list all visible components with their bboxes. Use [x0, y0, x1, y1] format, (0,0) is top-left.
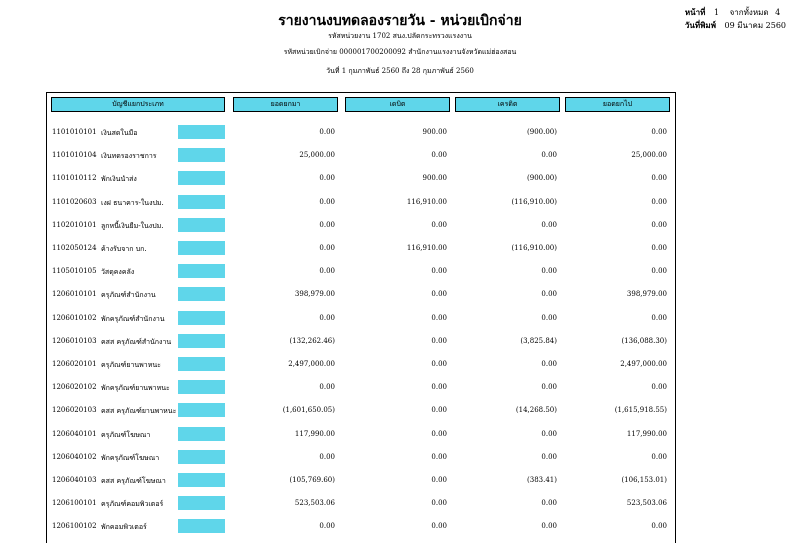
name-cell-highlight: [178, 287, 225, 301]
account-code: 1206020103: [52, 406, 97, 415]
debit-amount: 0.00: [431, 267, 447, 276]
account-name: คสส ครุภัณฑ์ยานพาหนะ: [101, 407, 177, 416]
account-code: 1206010102: [52, 313, 97, 322]
page-label: หน้าที่: [684, 7, 706, 17]
credit-amount: 0.00: [541, 360, 557, 368]
debit-amount: 116,910.00: [406, 244, 447, 252]
account-code: 1206040103: [52, 476, 97, 484]
name-cell-highlight: [178, 380, 225, 394]
table-row: [47, 170, 675, 186]
debit-amount: 0.00: [431, 220, 447, 229]
credit-amount: (383.41): [527, 476, 557, 484]
closing-balance: 0.00: [651, 267, 667, 276]
table-row: [47, 286, 675, 302]
debit-amount: 0.00: [431, 313, 447, 322]
table-row: [47, 426, 675, 442]
total-pages: 4: [775, 8, 781, 17]
table-row: [47, 518, 675, 534]
credit-amount: (900.00): [527, 174, 557, 183]
table-row: [47, 240, 675, 256]
name-cell-highlight: [178, 311, 225, 325]
name-cell-highlight: [178, 218, 225, 232]
closing-balance: 0.00: [651, 383, 667, 392]
account-name: ครุภัณฑ์โฆษณา: [101, 430, 151, 439]
debit-amount: 0.00: [431, 429, 447, 438]
closing-balance: 25,000.00: [631, 151, 667, 160]
credit-amount: (3,825.84): [520, 336, 557, 345]
table-row: [47, 263, 675, 279]
debit-amount: 0.00: [431, 406, 447, 415]
agency-line: รหัสหน่วยงาน 1702 สนง.ปลัดกระทรวงแรงงาน: [328, 32, 472, 40]
page-number: 1: [713, 8, 720, 17]
debit-amount: 0.00: [431, 383, 447, 392]
account-name: พักครุภัณฑ์สำนักงาน: [101, 314, 165, 323]
name-cell-highlight: [178, 450, 225, 464]
account-name: ค้างรับจาก บก.: [101, 245, 147, 253]
table-row: [47, 333, 675, 349]
account-name: เงินทดรองราชการ: [101, 152, 157, 161]
credit-amount: 0.00: [541, 267, 557, 276]
credit-amount: (116,910.00): [511, 244, 557, 252]
credit-amount: (900.00): [527, 128, 557, 136]
closing-balance: 0.00: [651, 174, 667, 183]
account-name: พักคอมพิวเตอร์: [101, 523, 147, 532]
closing-balance: (136,088.30): [621, 336, 667, 345]
account-code: 1206100101: [52, 499, 97, 508]
closing-balance: 2,497,000.00: [620, 360, 667, 368]
table-row: [47, 449, 675, 465]
closing-balance: 0.00: [651, 220, 667, 229]
table-row: [47, 472, 675, 488]
date-range-line: วันที่ 1 กุมภาพันธ์ 2560 ถึง 28 กุมภาพันธ์ 2560: [326, 67, 474, 75]
opening-balance: 0.00: [319, 267, 335, 276]
debit-amount: 0.00: [431, 499, 447, 508]
closing-balance: 398,979.00: [626, 290, 667, 299]
account-code: 1206010103: [52, 336, 97, 345]
account-code: 1206010101: [52, 290, 97, 299]
table-row: [47, 124, 675, 140]
account-code: 1206020101: [52, 360, 97, 368]
account-name: พักครุภัณฑ์โฆษณา: [101, 453, 160, 462]
account-code: 1206020102: [52, 383, 97, 392]
account-code: 1101010112: [52, 174, 97, 183]
name-cell-highlight: [178, 403, 225, 417]
table-row: [47, 194, 675, 210]
name-cell-highlight: [178, 264, 225, 278]
name-cell-highlight: [178, 334, 225, 348]
account-code: 1102010101: [52, 220, 97, 229]
debit-amount: 0.00: [431, 476, 447, 484]
page-info: [685, 6, 786, 32]
account-name: ครุภัณฑ์คอมพิวเตอร์: [101, 500, 164, 509]
opening-balance: 398,979.00: [294, 290, 335, 299]
name-cell-highlight: [178, 195, 225, 209]
table-row: [47, 402, 675, 418]
opening-balance: 25,000.00: [299, 151, 335, 160]
column-header-closing: ยอดยกไป: [565, 97, 670, 112]
table-row: [47, 379, 675, 395]
trial-balance-table: [46, 92, 676, 543]
opening-balance: (105,769.60): [289, 476, 335, 484]
credit-amount: 0.00: [541, 313, 557, 322]
debit-amount: 116,910.00: [406, 197, 447, 206]
account-name: เงฝ ธนาคาร-ในงปม.: [101, 198, 164, 207]
closing-balance: 523,503.06: [626, 499, 667, 508]
opening-balance: 0.00: [319, 522, 335, 531]
credit-amount: 0.00: [541, 290, 557, 299]
name-cell-highlight: [178, 241, 225, 255]
opening-balance: 0.00: [319, 128, 335, 136]
column-header-debit: เดบิต: [345, 97, 450, 112]
credit-amount: 0.00: [541, 220, 557, 229]
closing-balance: 0.00: [651, 452, 667, 461]
closing-balance: 0.00: [651, 522, 667, 531]
account-name: ลูกหนี้เงินยืม-ในงปม.: [101, 221, 164, 230]
debit-amount: 0.00: [431, 360, 447, 368]
account-code: 1206040102: [52, 452, 97, 461]
account-name: คสส ครุภัณฑ์สำนักงาน: [101, 337, 172, 346]
account-code: 1101020603: [52, 197, 97, 206]
debit-amount: 0.00: [431, 336, 447, 345]
credit-amount: 0.00: [541, 452, 557, 461]
name-cell-highlight: [178, 519, 225, 533]
closing-balance: 0.00: [651, 128, 667, 136]
closing-balance: 117,990.00: [626, 429, 667, 438]
credit-amount: 0.00: [541, 151, 557, 160]
credit-amount: 0.00: [541, 383, 557, 392]
table-row: [47, 495, 675, 511]
name-cell-highlight: [178, 125, 225, 139]
closing-balance: 0.00: [651, 244, 667, 252]
debit-amount: 0.00: [431, 452, 447, 461]
name-cell-highlight: [178, 148, 225, 162]
account-name: เงินสดในมือ: [101, 129, 138, 137]
credit-amount: 0.00: [541, 499, 557, 508]
credit-amount: (14,268.50): [515, 406, 557, 415]
opening-balance: (1,601,650.05): [282, 406, 335, 415]
account-name: พักเงินนำส่ง: [101, 175, 137, 184]
debit-amount: 900.00: [422, 174, 447, 183]
name-cell-highlight: [178, 496, 225, 510]
credit-amount: (116,910.00): [511, 197, 557, 206]
name-cell-highlight: [178, 171, 225, 185]
account-name: วัสดุคงคลัง: [101, 268, 135, 277]
account-name: คสส ครุภัณฑ์โฆษณา: [101, 477, 166, 485]
opening-balance: 0.00: [319, 383, 335, 392]
total-label: จากทั้งหมด: [729, 8, 769, 17]
credit-amount: 0.00: [541, 522, 557, 531]
debit-amount: 0.00: [431, 290, 447, 299]
account-code: 1101010104: [52, 151, 97, 160]
print-date: 09 มีนาคม 2560: [724, 21, 786, 30]
name-cell-highlight: [178, 473, 225, 487]
account-code: 1105010105: [52, 267, 97, 276]
debit-amount: 0.00: [431, 151, 447, 160]
print-date-label: วันที่พิมพ์: [684, 20, 716, 30]
opening-balance: 2,497,000.00: [288, 360, 335, 368]
column-header-account: บัญชีแยกประเภท: [51, 97, 225, 112]
account-code: 1206100102: [52, 522, 97, 531]
report-title: รายงานงบทดลองรายวัน - หน่วยเบิกจ่าย: [278, 13, 522, 29]
column-header-credit: เครดิต: [455, 97, 560, 112]
name-cell-highlight: [178, 357, 225, 371]
account-name: ครุภัณฑ์สำนักงาน: [101, 291, 156, 300]
table-row: [47, 356, 675, 372]
closing-balance: 0.00: [651, 313, 667, 322]
debit-amount: 900.00: [422, 128, 447, 136]
account-name: ครุภัณฑ์ยานพาหนะ: [101, 361, 161, 369]
opening-balance: 0.00: [319, 197, 335, 206]
opening-balance: 0.00: [319, 452, 335, 461]
opening-balance: 0.00: [319, 220, 335, 229]
credit-amount: 0.00: [541, 429, 557, 438]
opening-balance: 0.00: [319, 313, 335, 322]
debit-amount: 0.00: [431, 522, 447, 531]
table-row: [47, 217, 675, 233]
column-header-opening: ยอดยกมา: [233, 97, 338, 112]
opening-balance: 117,990.00: [294, 429, 335, 438]
opening-balance: 0.00: [319, 244, 335, 252]
opening-balance: 0.00: [319, 174, 335, 183]
opening-balance: (132,262.46): [289, 336, 335, 345]
closing-balance: 0.00: [651, 197, 667, 206]
name-cell-highlight: [178, 427, 225, 441]
table-row: [47, 147, 675, 163]
account-code: 1101010101: [52, 128, 97, 136]
disbursement-unit-line: รหัสหน่วยเบิกจ่าย 000001700200092 สำนักงานแรงงานจังหวัดแม่ฮ่องสอน: [283, 48, 517, 56]
account-code: 1102050124: [52, 244, 97, 252]
closing-balance: (1,615,918.55): [614, 406, 667, 415]
account-code: 1206040101: [52, 429, 97, 438]
closing-balance: (106,153.01): [621, 476, 667, 484]
opening-balance: 523,503.06: [294, 499, 335, 508]
account-name: พักครุภัณฑ์ยานพาหนะ: [101, 384, 170, 393]
table-row: [47, 310, 675, 326]
